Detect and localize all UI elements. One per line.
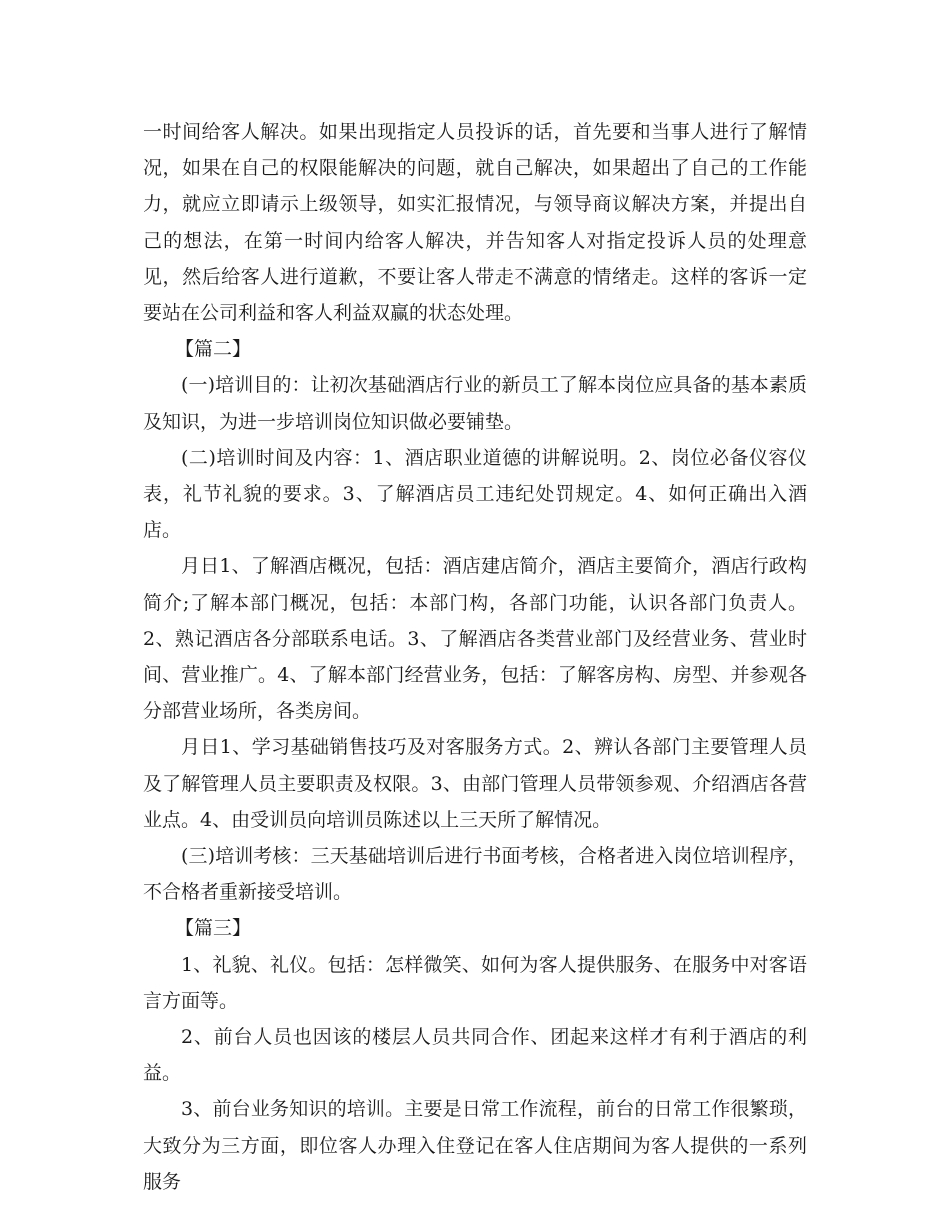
paragraph-etiquette: 1、礼貌、礼仪。包括：怎样微笑、如何为客人提供服务、在服务中对客语言方面等。 [143,953,807,1012]
paragraph-front-desk-knowledge: 3、前台业务知识的培训。主要是日常工作流程，前台的日常工作很繁琐，大致分为三方面，即位客人办理入住登记在客人住店期间为客人提供的一系列服务 [143,1098,807,1193]
paragraph-cooperation: 2、前台人员也因该的楼层人员共同合作、团起来这样才有利于酒店的利益。 [143,1026,807,1085]
paragraph-day-two: 月日1、学习基础销售技巧及对客服务方式。2、辨认各部门主要管理人员及了解管理人员主要职责及权限。3、由部门管理人员带领参观、介绍酒店各营业点。4、由受训员向培训员陈述以上三天所了解情况。 [143,736,807,831]
paragraph-training-purpose: (一)培训目的：让初次基础酒店行业的新员工了解本岗位应具备的基本素质及知识，为进一步培训岗位知识做必要铺垫。 [143,374,807,433]
paragraph-training-assessment: (三)培训考核：三天基础培训后进行书面考核，合格者进入岗位培训程序，不合格者重新接受培训。 [143,845,807,904]
paragraph-1: 一时间给客人解决。如果出现指定人员投诉的话，首先要和当事人进行了解情况，如果在自己的权限能解决的问题，就自己解决，如果超出了自己的工作能力，就应立即请示上级领导，如实汇报情况，与领导商议解决方案，并提出自己的想法，在第一时间内给客人解决，并告知客人对指定投诉人员的处理意见，然后给客人进行道歉，不要让客人带走不满意的情绪走。这样的客诉一定要站在公司利益和客人利益双赢的状态处理。 [143,121,807,325]
paragraph-day-one: 月日1、了解酒店概况，包括：酒店建店简介，酒店主要简介，酒店行政构简介;了解本部门概况，包括：本部门构，各部门功能，认识各部门负责人。2、熟记酒店各分部联系电话。3、了解酒店各类营业部门及经营业务、营业时间、营业推广。4、了解本部门经营业务，包括：了解客房构、房型、并参观各分部营业场所，各类房间。 [143,555,807,723]
section-heading-part-three: 【篇三】 [175,917,252,940]
document-body [143,114,807,1200]
paragraph-training-content: (二)培训时间及内容：1、酒店职业道德的讲解说明。2、岗位必备仪容仪表，礼节礼貌的要求。3、了解酒店员工违纪处罚规定。4、如何正确出入酒店。 [143,446,807,542]
section-heading-part-two: 【篇二】 [175,338,252,361]
